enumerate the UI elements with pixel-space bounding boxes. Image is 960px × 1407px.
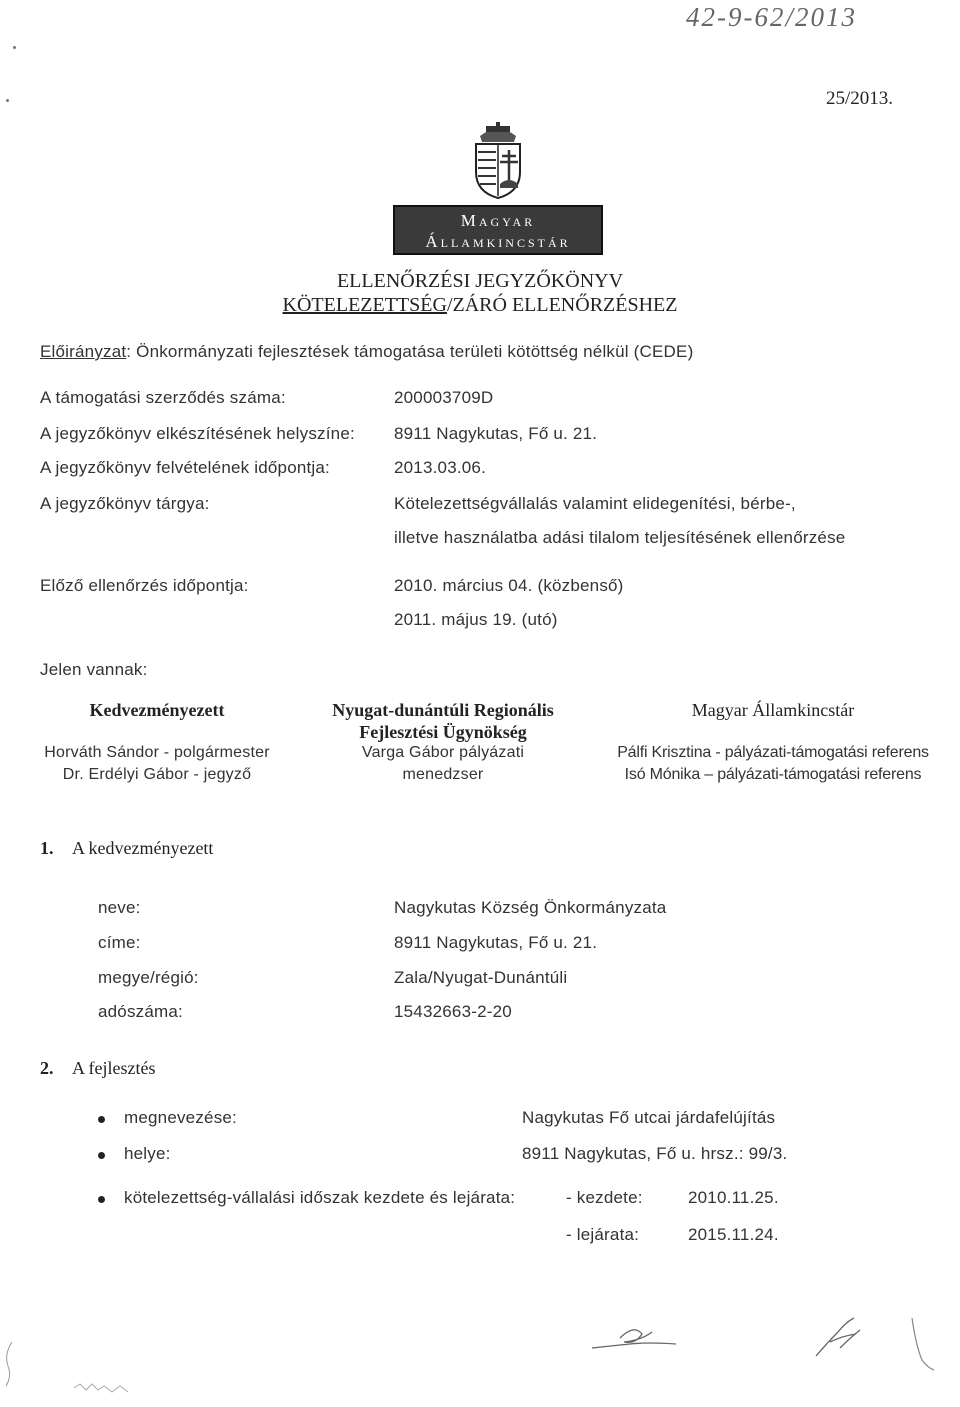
appropriation-label: Előirányzat xyxy=(40,342,127,361)
attendee: Isó Mónika – pályázati-támogatási referens xyxy=(624,766,922,783)
faint-scribble xyxy=(72,1378,132,1405)
coat-of-arms-icon xyxy=(466,122,530,200)
handwritten-reference: 42-9-62/2013 xyxy=(686,2,857,32)
date-label: A jegyzőkönyv felvételének időpontja: xyxy=(40,458,330,477)
section-1-number: 1. xyxy=(40,838,54,858)
logo-line-2: Államkincstár xyxy=(425,232,571,251)
bullet-icon xyxy=(98,1196,105,1203)
present-label: Jelen vannak: xyxy=(40,660,148,679)
project-name-value: Nagykutas Fő utcai járdafelújítás xyxy=(522,1108,776,1127)
subtitle-rest: /ZÁRÓ ELLENŐRZÉSHEZ xyxy=(446,294,678,316)
document-number: 25/2013. xyxy=(826,88,894,109)
bullet-icon xyxy=(98,1152,105,1159)
period-start-label: - kezdete: xyxy=(566,1188,643,1207)
subject-value: Kötelezettségvállalás valamint elidegenítési, bérbe-, xyxy=(394,494,796,513)
margin-mark xyxy=(908,1316,938,1381)
beneficiary-name-label: neve: xyxy=(98,898,141,917)
beneficiary-tax-label: adószáma: xyxy=(98,1002,183,1021)
attendee: Varga Gábor pályázati xyxy=(361,744,525,761)
bullet-icon xyxy=(98,1116,105,1123)
attendee: Dr. Erdélyi Gábor - jegyző xyxy=(62,766,252,783)
present-column-beneficiary xyxy=(16,700,298,788)
subject-value-2: illetve használatba adási tilalom teljesítésének ellenőrzése xyxy=(394,528,846,547)
column-heading: Kedvezményezett xyxy=(89,700,225,720)
present-column-treasury xyxy=(590,700,956,788)
document-subtitle xyxy=(0,294,960,317)
attendee: Pálfi Krisztina - pályázati-támogatási referens xyxy=(617,744,929,761)
beneficiary-name-value: Nagykutas Község Önkormányzata xyxy=(394,898,667,917)
logo-line-1: Magyar xyxy=(460,211,536,230)
beneficiary-address-value: 8911 Nagykutas, Fő u. 21. xyxy=(394,933,598,952)
contract-number-label: A támogatási szerződés száma: xyxy=(40,388,286,407)
signature-left xyxy=(590,1318,680,1363)
document-title: ELLENŐRZÉSI JEGYZŐKÖNYV xyxy=(336,270,624,292)
margin-dot xyxy=(13,46,16,49)
column-heading-2: Fejlesztési Ügynökség xyxy=(359,722,527,742)
period-end-value: 2015.11.24. xyxy=(688,1225,779,1244)
period-start-value: 2010.11.25. xyxy=(688,1188,779,1207)
project-location-label: helye: xyxy=(124,1144,171,1163)
period-label: kötelezettség-vállalási időszak kezdete és lejárata: xyxy=(124,1188,516,1207)
section-2-number: 2. xyxy=(40,1058,54,1078)
place-value: 8911 Nagykutas, Fő u. 21. xyxy=(394,424,598,443)
appropriation-value: : Önkormányzati fejlesztések támogatása területi kötöttség nélkül (CEDE) xyxy=(126,342,694,361)
margin-dot xyxy=(6,99,9,102)
previous-check-value-2: 2011. május 19. (utó) xyxy=(394,610,558,629)
previous-check-value: 2010. március 04. (közbenső) xyxy=(394,576,624,595)
section-2-title: A fejlesztés xyxy=(72,1058,156,1078)
present-column-agency xyxy=(305,700,581,788)
beneficiary-region-label: megye/régió: xyxy=(98,968,199,987)
place-label: A jegyzőkönyv elkészítésének helyszíne: xyxy=(40,424,355,443)
beneficiary-region-value: Zala/Nyugat-Dunántúli xyxy=(394,968,568,987)
project-name-label: megnevezése: xyxy=(124,1108,237,1127)
beneficiary-address-label: címe: xyxy=(98,933,141,952)
margin-mark xyxy=(0,1340,20,1395)
column-heading: Nyugat-dunántúli Regionális xyxy=(332,700,554,720)
attendee: menedzser xyxy=(402,766,484,783)
contract-number-value: 200003709D xyxy=(394,388,494,407)
signature-right xyxy=(810,1312,870,1367)
period-end-label: - lejárata: xyxy=(566,1225,640,1244)
attendee: Horváth Sándor - polgármester xyxy=(44,744,270,761)
previous-check-label: Előző ellenőrzés időpontja: xyxy=(40,576,249,595)
appropriation-line xyxy=(40,342,693,362)
column-heading: Magyar Államkincstár xyxy=(691,700,855,720)
subtitle-underlined-part: KÖTELEZETTSÉG xyxy=(282,294,447,316)
subject-label: A jegyzőkönyv tárgya: xyxy=(40,494,210,513)
project-location-value: 8911 Nagykutas, Fő u. hrsz.: 99/3. xyxy=(522,1144,788,1163)
date-value: 2013.03.06. xyxy=(394,458,487,477)
beneficiary-tax-value: 15432663-2-20 xyxy=(394,1002,512,1021)
treasury-logo xyxy=(393,205,603,255)
section-1-title: A kedvezményezett xyxy=(72,838,214,858)
